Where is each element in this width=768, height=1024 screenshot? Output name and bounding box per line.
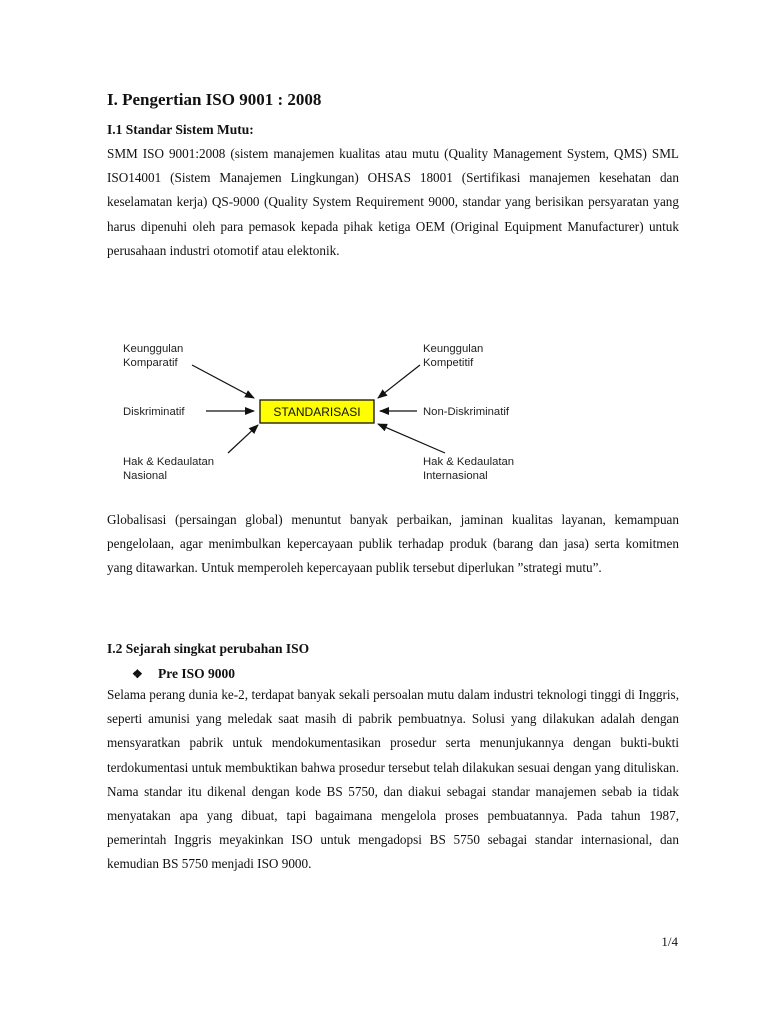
arrow-right-bottom bbox=[378, 424, 445, 453]
arrow-left-bottom bbox=[228, 425, 258, 453]
section-2-paragraph: Selama perang dunia ke-2, terdapat banyak sekali persoalan mutu dalam industri teknologi tinggi di Inggris, seperti amunisi yang meledak saat masih di pabrik pembuatnya. Solusi yang dilakukan adalah dengan mensyaratkan pabrik untuk mendokumentasikan prosedur serta menunjukannya dengan bukti-bukti terdokumentasi untuk membuktikan bahwa prosedur tersebut telah dilakukan sesuai dengan yang dituliskan. Nama standar itu dikenal dengan kode BS 5750, dan diakui sebagai standar manajemen sebab ia tidak menyatakan apa yang dibuat, tapi bagaimana mengelola proses pembuatannya. Pada tahun 1987, pemerintah Inggris meyakinkan ISO untuk mengadopsi BS 5750 sebagai standar internasional, dan kemudian BS 5750 menjadi ISO 9000. bbox=[107, 687, 679, 872]
label-hak-kedaulatan-internasional: Hak & Kedaulatan Internasional bbox=[423, 456, 515, 482]
label-non-diskriminatif: Non-Diskriminatif bbox=[423, 406, 509, 418]
section-1-paragraph: SMM ISO 9001:2008 (sistem manajemen kualitas atau mutu (Quality Management System, QMS) SML ISO14001 (Sistem Manajemen Lingkungan) OHSAS 18001 (Sertifikasi manajemen kesehatan dan keselamatan kerja) QS-9000 (Quality System Requirement 9000, standar yang berisikan persyaratan yang harus dipenuhi oleh para pemasok kepada pihak ketiga OEM (Original Equipment Manufacturer) untuk perusahaan industri otomotif atau elektonik. bbox=[107, 146, 679, 258]
label-diskriminatif: Diskriminatif bbox=[123, 406, 185, 418]
diamond-bullet-icon: ❖ bbox=[132, 667, 143, 681]
section-1-title: I.1 Standar Sistem Mutu: bbox=[107, 122, 254, 137]
standardization-diagram bbox=[110, 335, 570, 490]
arrow-right-top bbox=[378, 365, 420, 398]
bullet-label: Pre ISO 9000 bbox=[158, 666, 235, 681]
page-number: 1/4 bbox=[661, 934, 678, 949]
standarisasi-label: STANDARISASI bbox=[273, 405, 361, 419]
label-keunggulan-kompetitif: Keunggulan Kompetitif bbox=[423, 343, 484, 369]
arrow-left-top bbox=[192, 365, 254, 398]
bullet-pre-iso-9000 bbox=[132, 666, 235, 682]
label-hak-kedaulatan-nasional: Hak & Kedaulatan Nasional bbox=[123, 456, 215, 482]
globalisasi-paragraph: Globalisasi (persaingan global) menuntut banyak perbaikan, jaminan kualitas layanan, kemampuan pengelolaan, agar menimbulkan kepercayaan publik terhadap produk (barang dan jasa) serta komitmen yang ditawarkan. Untuk memperoleh kepercayaan publik tersebut diperlukan ”strategi mutu”. bbox=[107, 512, 679, 576]
label-keunggulan-komparatif: Keunggulan Komparatif bbox=[123, 343, 184, 369]
section-2-title: I.2 Sejarah singkat perubahan ISO bbox=[107, 641, 310, 656]
page-title: I. Pengertian ISO 9001 : 2008 bbox=[107, 90, 322, 109]
